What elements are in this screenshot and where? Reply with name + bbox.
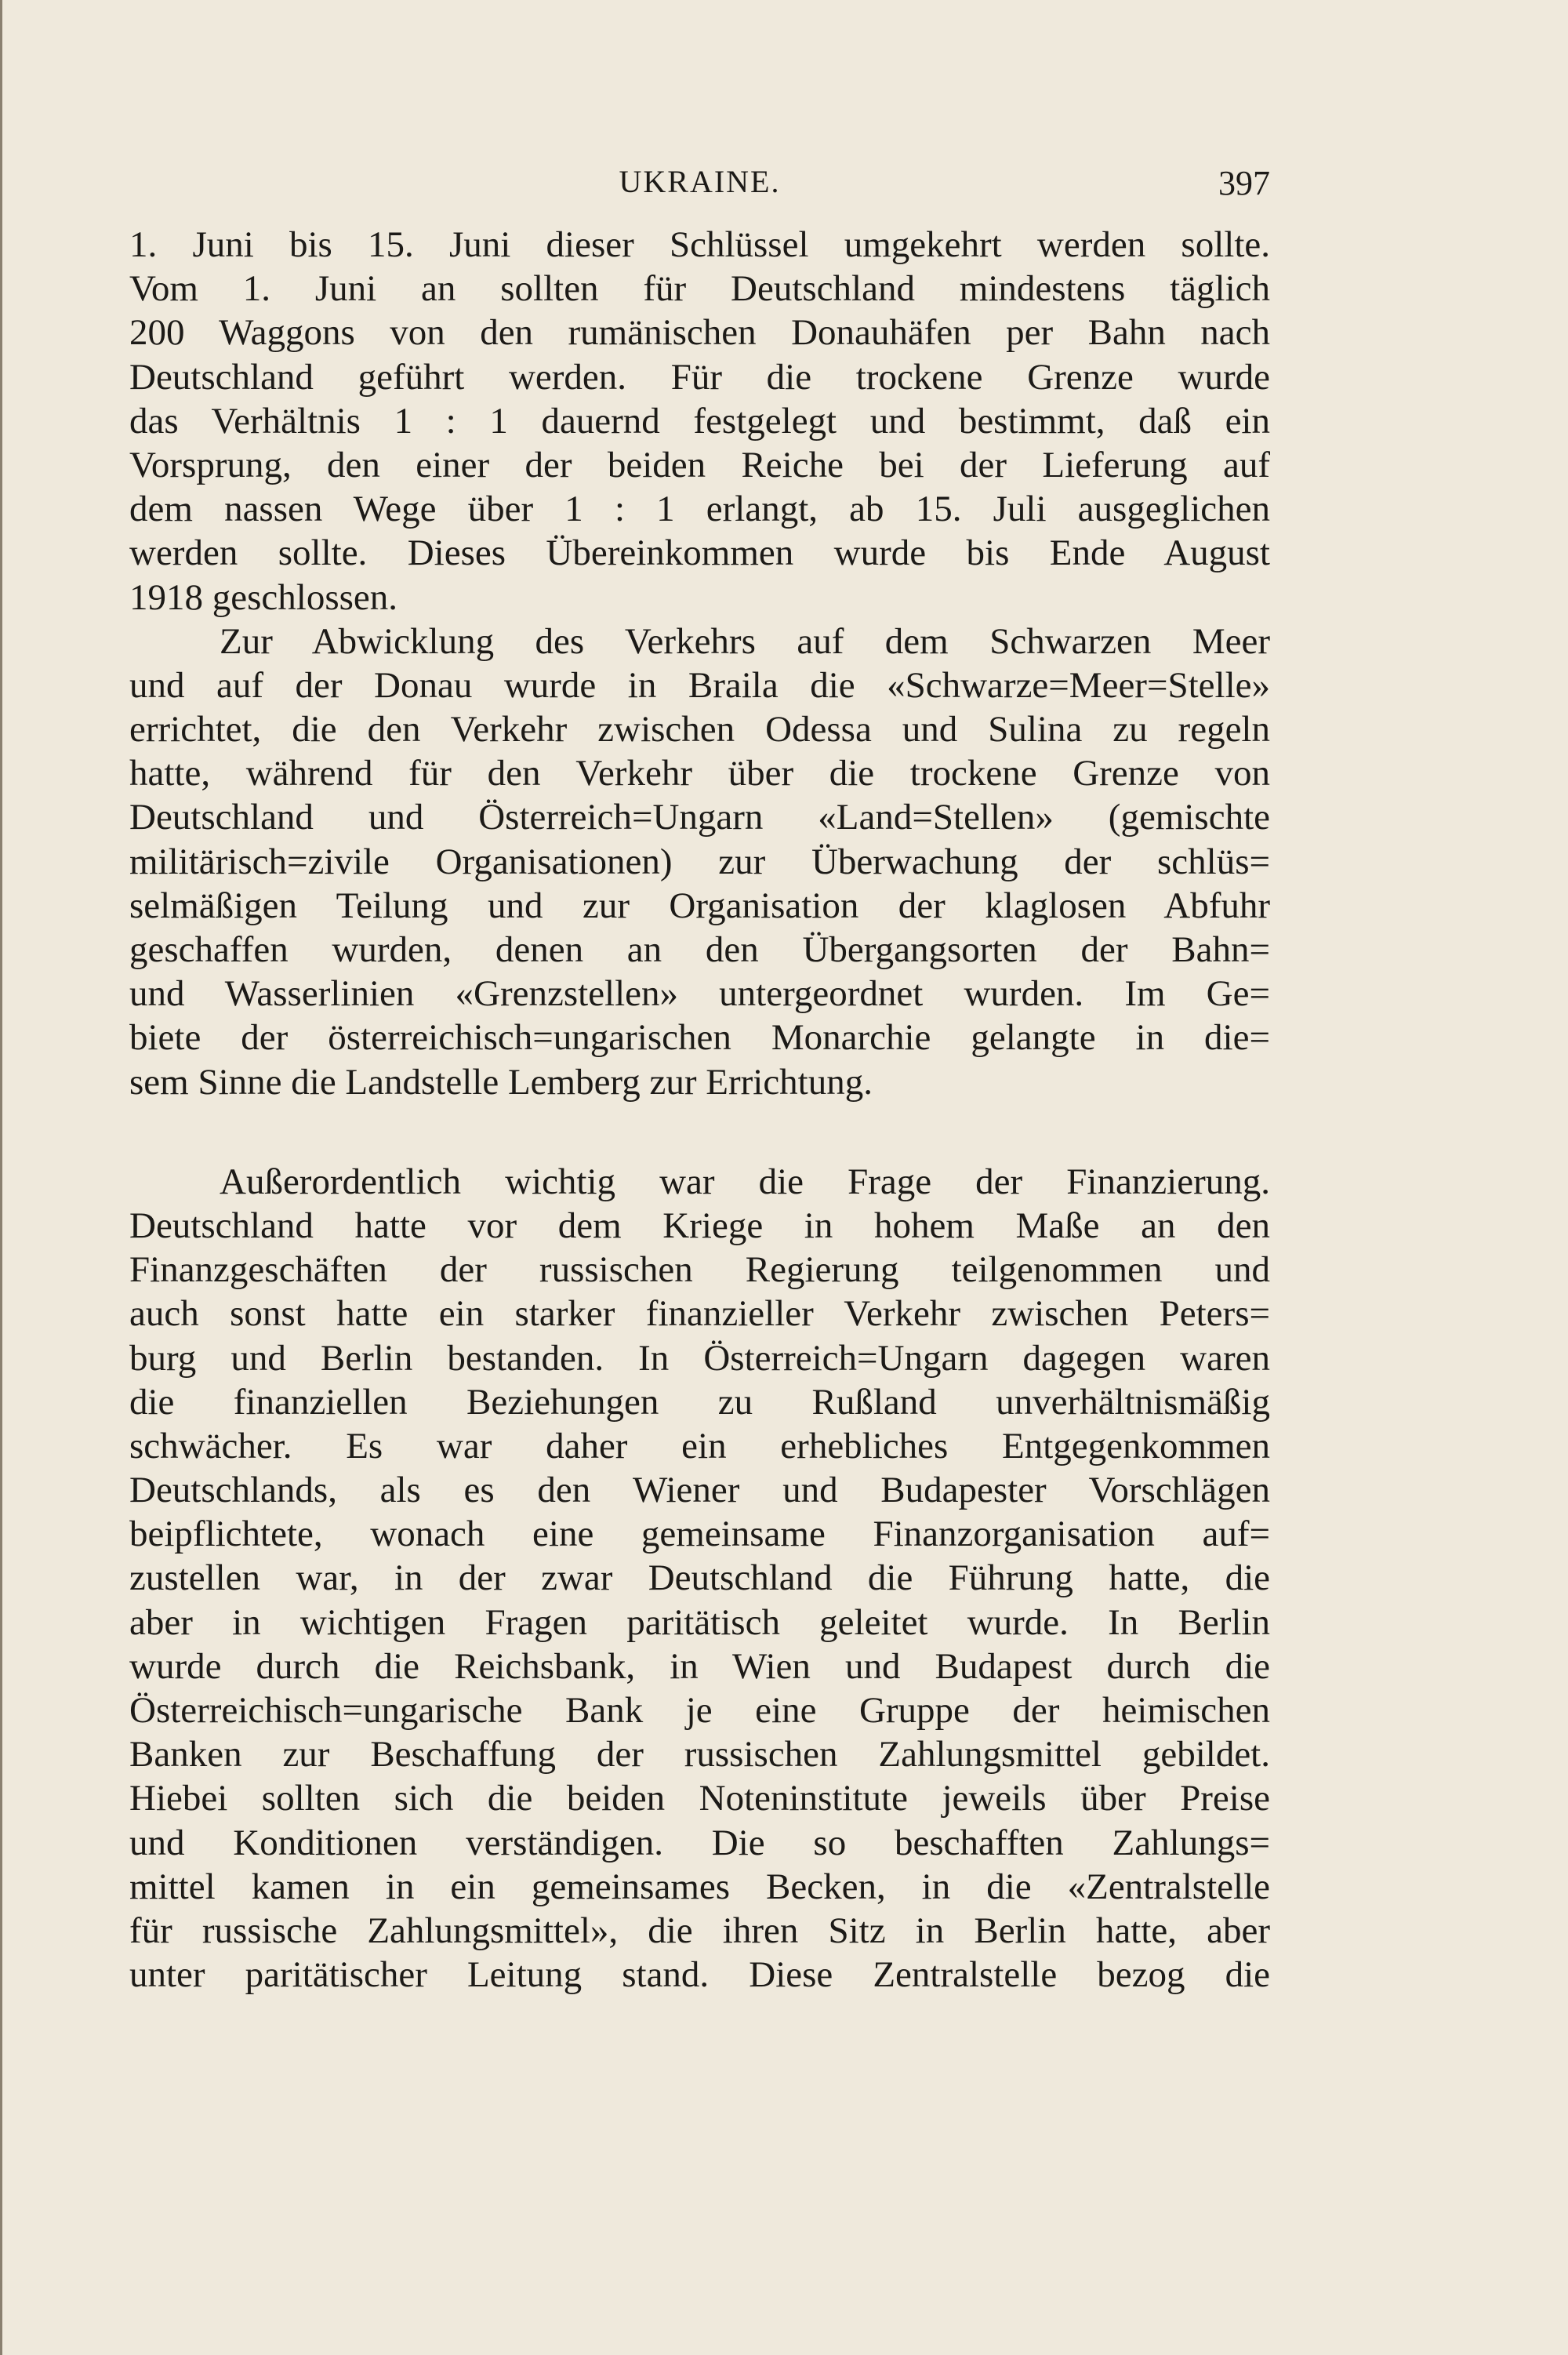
paragraph-2 [129, 620, 1270, 1104]
text-line: die finanziellen Beziehungen zu Rußland unverhältnismäßig [129, 1381, 1270, 1423]
text-line: hatte, während für den Verkehr über die trockene Grenze von [129, 753, 1270, 794]
running-title: UKRAINE. [619, 164, 781, 199]
text-line: das Verhältnis 1 : 1 dauernd festgelegt und bestimmt, daß ein [129, 400, 1270, 442]
text-line: Zur Abwicklung des Verkehrs auf dem Schwarzen Meer [220, 620, 1270, 662]
text-line: werden sollte. Dieses Übereinkommen wurde bis Ende August [129, 532, 1270, 574]
text-line: dem nassen Wege über 1 : 1 erlangt, ab 15. Juli ausgeglichen [129, 489, 1270, 530]
text-line: und Konditionen verständigen. Die so beschafften Zahlungs= [129, 1822, 1270, 1863]
text-line: Vorsprung, den einer der beiden Reiche bei der Lieferung auf [129, 444, 1270, 485]
page-edge [0, 0, 2, 2355]
paragraph-3 [129, 1160, 1270, 1997]
text-line: geschaffen wurden, denen an den Übergangsorten der Bahn= [129, 929, 1270, 970]
text-line: Österreichisch=ungarische Bank je eine Gruppe der heimischen [129, 1690, 1270, 1731]
text-line: unter paritätischer Leitung stand. Diese Zentralstelle bezog die [129, 1954, 1270, 1996]
text-line: Deutschland geführt werden. Für die trockene Grenze wurde [129, 356, 1270, 398]
text-line: und auf der Donau wurde in Braila die «Schwarze=Meer=Stelle» [129, 664, 1270, 706]
text-line: Vom 1. Juni an sollten für Deutschland mindestens täglich [129, 268, 1270, 310]
page-number: 397 [1218, 164, 1270, 202]
text-line: militärisch=zivile Organisationen) zur Überwachung der schlüs= [129, 841, 1270, 882]
text-line: errichtet, die den Verkehr zwischen Odessa und Sulina zu regeln [129, 709, 1270, 750]
text-line: Deutschland hatte vor dem Kriege in hohem Maße an den [129, 1205, 1270, 1246]
running-head [129, 163, 1270, 210]
text-line: sem Sinne die Landstelle Lemberg zur Errichtung. [129, 1061, 873, 1103]
text-line: wurde durch die Reichsbank, in Wien und Budapest durch die [129, 1645, 1270, 1687]
text-line: und Wasserlinien «Grenzstellen» untergeordnet wurden. Im Ge= [129, 973, 1270, 1015]
text-line: Außerordentlich wichtig war die Frage der Finanzierung. [220, 1161, 1270, 1202]
text-line: beipflichtete, wonach eine gemeinsame Finanzorganisation auf= [129, 1514, 1270, 1555]
text-line: Hiebei sollten sich die beiden Noteninstitute jeweils über Preise [129, 1778, 1270, 1819]
text-line: Deutschland und Österreich=Ungarn «Land=Stellen» (gemischte [129, 797, 1270, 838]
text-line: zustellen war, in der zwar Deutschland die Führung hatte, die [129, 1557, 1270, 1599]
section-gap [129, 1104, 1270, 1160]
text-line: selmäßigen Teilung und zur Organisation der klaglosen Abfuhr [129, 885, 1270, 926]
paragraph-1 [129, 223, 1270, 620]
text-line: 1918 geschlossen. [129, 576, 398, 618]
text-line: 1. Juni bis 15. Juni dieser Schlüssel umgekehrt werden sollte. [129, 224, 1270, 265]
body-text [129, 223, 1270, 1997]
text-line: Finanzgeschäften der russischen Regierung teilgenommen und [129, 1249, 1270, 1291]
text-line: auch sonst hatte ein starker finanzieller Verkehr zwischen Peters= [129, 1293, 1270, 1335]
text-line: burg und Berlin bestanden. In Österreich=Ungarn dagegen waren [129, 1337, 1270, 1379]
text-line: Banken zur Beschaffung der russischen Zahlungsmittel gebildet. [129, 1734, 1270, 1775]
text-line: für russische Zahlungsmittel», die ihren Sitz in Berlin hatte, aber [129, 1910, 1270, 1951]
text-line: 200 Waggons von den rumänischen Donauhäfen per Bahn nach [129, 312, 1270, 354]
text-line: schwächer. Es war daher ein erhebliches Entgegenkommen [129, 1425, 1270, 1466]
text-line: Deutschlands, als es den Wiener und Budapester Vorschlägen [129, 1470, 1270, 1511]
text-line: biete der österreichisch=ungarischen Monarchie gelangte in die= [129, 1017, 1270, 1059]
text-line: aber in wichtigen Fragen paritätisch geleitet wurde. In Berlin [129, 1601, 1270, 1643]
text-line: mittel kamen in ein gemeinsames Becken, in die «Zentralstelle [129, 1866, 1270, 1907]
